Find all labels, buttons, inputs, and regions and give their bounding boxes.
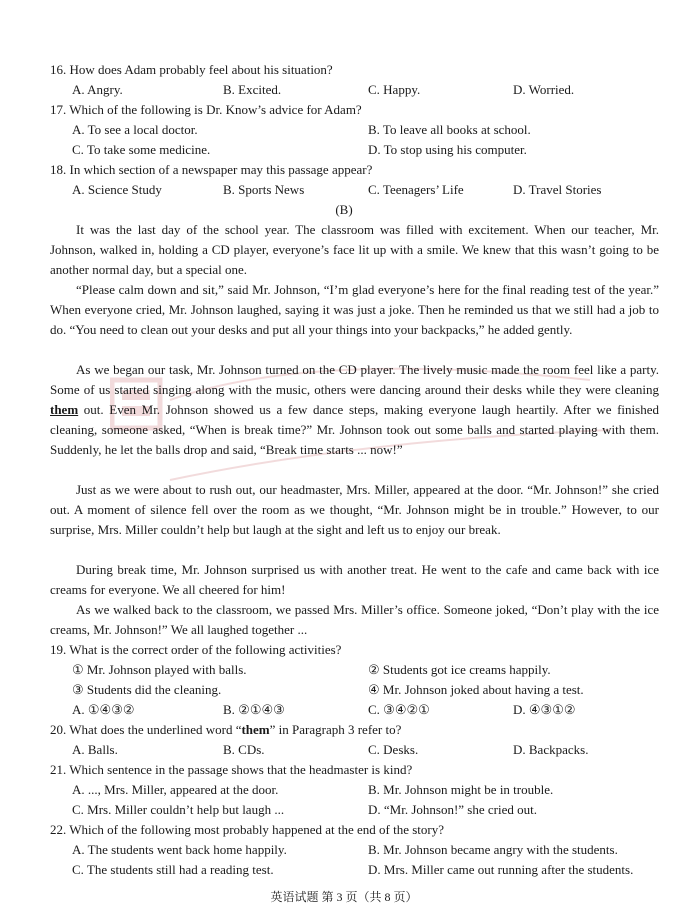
q22-stem: 22. Which of the following most probably happened at the end of the story? — [50, 822, 444, 837]
q18-option-d[interactable]: D. Travel Stories — [513, 182, 602, 197]
q19-item-2: ② Students got ice creams happily. — [368, 662, 551, 677]
q17-stem: 17. Which of the following is Dr. Know’s advice for Adam? — [50, 102, 362, 117]
passage-paragraph-6: As we walked back to the classroom, we passed Mrs. Miller’s office. Someone joked, “Don’t play with the ice creams, Mr. Johnson!” We all laughed together ... — [50, 602, 659, 637]
q20-option-c[interactable]: C. Desks. — [368, 742, 419, 757]
section-label: (B) — [335, 202, 353, 217]
q16-option-c[interactable]: C. Happy. — [368, 82, 421, 97]
passage-paragraph-3: As we began our task, Mr. Johnson turned on the CD player. The lively music made the room feel like a party. Some of us started singing along with the music, others were dancing around their desks while they were cleaning them out. Even Mr. Johnson showed us a few dance steps, making everyone laugh heartily. After we finished cleaning, someone asked, “When is break time?” Mr. Johnson took out some balls and started playing with them. Suddenly, he let the balls drop and said, “Break time starts ... now!” — [50, 362, 659, 457]
q18-option-b[interactable]: B. Sports News — [223, 182, 305, 197]
q19-option-c[interactable]: C. ③④②① — [368, 702, 430, 717]
q16-option-a[interactable]: A. Angry. — [72, 82, 123, 97]
q19-option-b[interactable]: B. ②①④③ — [223, 702, 285, 717]
passage-paragraph-4: Just as we were about to rush out, our headmaster, Mrs. Miller, appeared at the door. “Mr. Johnson!” she cried out. A moment of silence fell over the room as we thought, “Mr. Johnson might be in trouble.” However, to our surprise, Mrs. Miller couldn’t help but laugh at the sight and left us to enjoy our break. — [50, 482, 659, 537]
q21-option-c[interactable]: C. Mrs. Miller couldn’t help but laugh ... — [72, 802, 285, 817]
q19-option-d[interactable]: D. ④③①② — [513, 702, 576, 717]
q22-option-a[interactable]: A. The students went back home happily. — [72, 842, 287, 857]
q20-option-b[interactable]: B. CDs. — [223, 742, 265, 757]
q19-item-4: ④ Mr. Johnson joked about having a test. — [368, 682, 584, 697]
q18-option-a[interactable]: A. Science Study — [72, 182, 162, 197]
q16-stem: 16. How does Adam probably feel about his situation? — [50, 62, 333, 77]
q22-option-b[interactable]: B. Mr. Johnson became angry with the students. — [368, 842, 618, 857]
q21-option-d[interactable]: D. “Mr. Johnson!” she cried out. — [368, 802, 537, 817]
q19-item-1: ① Mr. Johnson played with balls. — [72, 662, 247, 677]
q17-option-d[interactable]: D. To stop using his computer. — [368, 142, 527, 157]
q21-option-a[interactable]: A. ..., Mrs. Miller, appeared at the door. — [72, 782, 279, 797]
q16-option-d[interactable]: D. Worried. — [513, 82, 575, 97]
q17-option-c[interactable]: C. To take some medicine. — [72, 142, 211, 157]
q22-option-d[interactable]: D. Mrs. Miller came out running after the students. — [368, 862, 634, 877]
q22-option-c[interactable]: C. The students still had a reading test. — [72, 862, 274, 877]
q18-option-c[interactable]: C. Teenagers’ Life — [368, 182, 464, 197]
q21-stem: 21. Which sentence in the passage shows that the headmaster is kind? — [50, 762, 413, 777]
q19-item-3: ③ Students did the cleaning. — [72, 682, 222, 697]
passage-paragraph-2: “Please calm down and sit,” said Mr. Johnson, “I’m glad everyone’s here for the final reading test of the year.” When everyone cried, Mr. Johnson laughed, saying it was just a joke. Then he reminded us that we still had a job to do. “You need to clean out your desks and put all your things into your backpacks,” he added gently. — [50, 282, 659, 337]
underlined-word-them: them — [50, 402, 79, 417]
q20-stem: 20. What does the underlined word “them” in Paragraph 3 refer to? — [50, 722, 402, 737]
page-footer: 英语试题 第 3 页（共 8 页） — [270, 890, 418, 904]
passage-paragraph-5: During break time, Mr. Johnson surprised us with another treat. He went to the cafe and came back with ice creams for everyone. We all cheered for him! — [50, 562, 659, 597]
q21-option-b[interactable]: B. Mr. Johnson might be in trouble. — [368, 782, 554, 797]
q19-option-a[interactable]: A. ①④③② — [72, 702, 135, 717]
q17-option-b[interactable]: B. To leave all books at school. — [368, 122, 531, 137]
q17-option-a[interactable]: A. To see a local doctor. — [72, 122, 198, 137]
q18-stem: 18. In which section of a newspaper may this passage appear? — [50, 162, 373, 177]
q19-stem: 19. What is the correct order of the following activities? — [50, 642, 342, 657]
passage-paragraph-1: It was the last day of the school year. The classroom was filled with excitement. When our teacher, Mr. Johnson, walked in, holding a CD player, everyone’s face lit up with a smile. We knew that this wasn’t going to be another normal day, but a special one. — [50, 222, 659, 277]
q16-option-b[interactable]: B. Excited. — [223, 82, 282, 97]
q20-option-d[interactable]: D. Backpacks. — [513, 742, 589, 757]
q20-option-a[interactable]: A. Balls. — [72, 742, 118, 757]
